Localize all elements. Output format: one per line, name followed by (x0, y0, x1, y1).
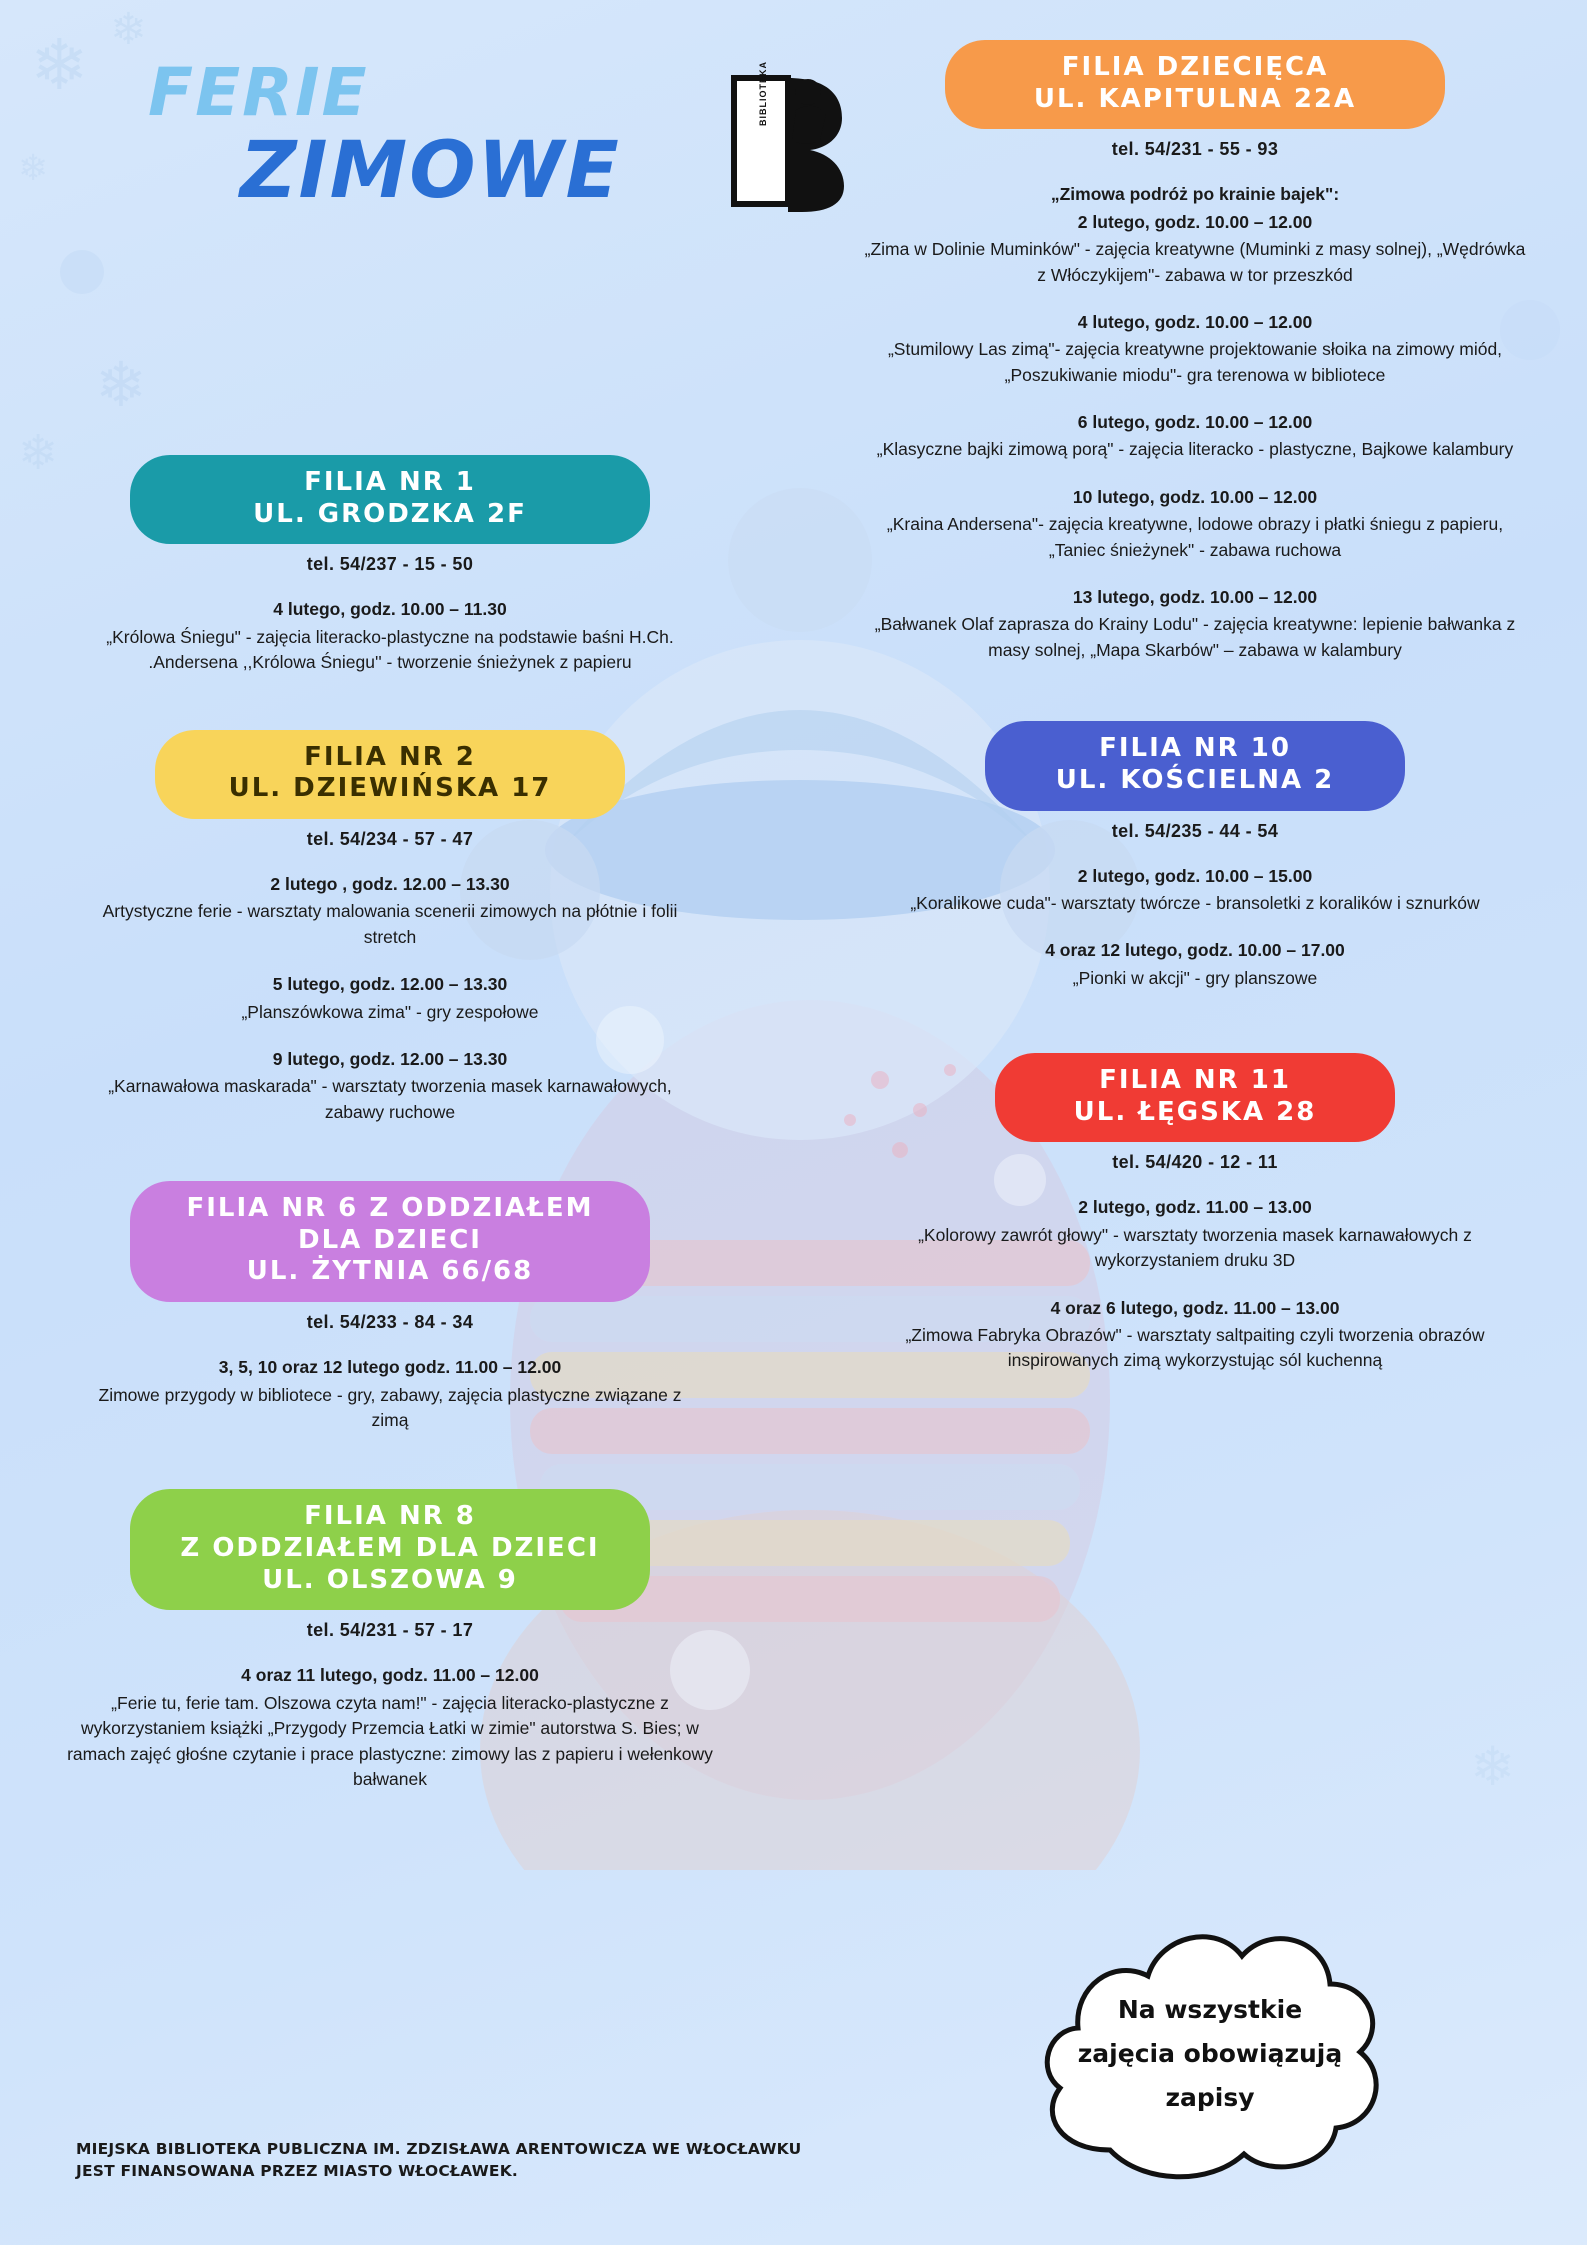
left-column (60, 455, 720, 1826)
note-line-3: zapisy (1165, 2082, 1255, 2112)
event-item (860, 1195, 1530, 1273)
event-description: „Klasyczne bajki zimową porą" - zajęcia literacko - plastyczne, Bajkowe kalambury (876, 439, 1514, 460)
branch-phone: tel. 54/234 - 57 - 47 (306, 829, 474, 849)
branch-header-filia-2 (155, 730, 625, 819)
branch-filia-11 (860, 1053, 1530, 1374)
event-description: „Karnawałowa maskarada" - warsztaty tworzenia masek karnawałowych, zabawy ruchowe (108, 1076, 672, 1122)
event-when: 2 lutego, godz. 11.00 – 13.00 (1078, 1197, 1312, 1218)
logo-caption: BIBLIOTEKA (758, 61, 768, 126)
branch-header-filia-10 (985, 721, 1405, 810)
event-description: „Ferie tu, ferie tam. Olszowa czyta nam!" - zajęcia literacko-plastyczne z wykorzystaniem książki „Przygody Przemcia Łatki w zimie" autorstwa S. Bies; w ramach zajęć głośne czytanie i prace plastyczne: zimowy las z papieru i wełenkowy bałwanek (67, 1692, 713, 1789)
branch-name-line: UL. DZIEWIŃSKA 17 (228, 773, 552, 804)
branch-name-line: DLA DZIECI (298, 1224, 482, 1255)
snowflake-icon: ❄ (18, 147, 49, 188)
event-item (90, 1355, 690, 1433)
branch-name-line: UL. GRODZKA 2F (253, 498, 527, 529)
branch-header-filia-11 (995, 1053, 1395, 1142)
event-item (90, 1047, 690, 1125)
event-item (90, 972, 690, 1025)
event-when: 10 lutego, godz. 10.00 – 12.00 (1072, 486, 1318, 507)
event-when: 5 lutego, godz. 12.00 – 13.30 (272, 974, 508, 995)
event-description: „Bałwanek Olaf zaprasza do Krainy Lodu" - zajęcia kreatywne: lepienie bałwanka z masy solnej, „Mapa Skarbów" – zabawa w kalambury (874, 614, 1516, 660)
snowflake-icon: ❄ (95, 351, 147, 420)
event-item (860, 585, 1530, 663)
branch-phone: tel. 54/237 - 15 - 50 (306, 554, 474, 575)
branch-name-line: UL. ŁĘGSKA 28 (1073, 1096, 1317, 1127)
branch-name-line: FILIA NR 6 Z ODDZIAŁEM (186, 1193, 594, 1223)
branch-name-line: FILIA NR 2 (304, 741, 476, 772)
event-description: „Koralikowe cuda"- warsztaty twórcze - bransoletki z koralików i sznurków (910, 892, 1480, 913)
branch-header-filia-1 (130, 455, 650, 544)
event-description: „Zima w Dolinie Muminków" - zajęcia kreatywne (Muminki z masy solnej), „Wędrówka z Włóczykijem"- zabawa w tor przeszkód (864, 239, 1526, 285)
event-item (860, 864, 1530, 917)
event-when: 2 lutego , godz. 12.00 – 13.30 (270, 874, 510, 894)
event-item (860, 938, 1530, 991)
note-line-1: Na wszystkie (1117, 1995, 1303, 2024)
event-description: „Planszówkowa zima" - gry zespołowe (241, 1001, 539, 1022)
event-when: 4 lutego, godz. 10.00 – 11.30 (273, 599, 507, 620)
branch-phone: tel. 54/420 - 12 - 11 (1112, 1152, 1278, 1173)
event-description: Zimowe przygody w bibliotece - gry, zabawy, zajęcia plastyczne związane z zimą (98, 1384, 682, 1430)
branch-phone: tel. 54/231 - 57 - 17 (306, 1620, 474, 1641)
branch-header-filia-dzieciecia (945, 40, 1445, 129)
branch-name-line: UL. ŻYTNIA 66/68 (246, 1256, 534, 1287)
page-title (148, 54, 708, 216)
title-line-ferie: FERIE (148, 54, 369, 131)
event-when: 2 lutego, godz. 10.00 – 12.00 (1077, 211, 1313, 232)
event-item (860, 1296, 1530, 1374)
branch-subtitle-wrap (860, 182, 1530, 288)
branch-filia-8 (60, 1489, 720, 1792)
event-item (860, 485, 1530, 563)
branch-header-filia-8 (130, 1489, 650, 1610)
snowflake-icon: ❄ (110, 5, 147, 54)
event-description: „Kolorowy zawrót głowy" - warsztaty tworzenia masek karnawałowych z wykorzystaniem druku 3D (918, 1224, 1472, 1271)
event-description: „Królowa Śniegu" - zajęcia literacko-plastyczne na podstawie baśni H.Ch. .Andersena ,,Królowa Śniegu'' - tworzenie śnieżynek z papieru (106, 626, 674, 673)
footer-line-2: JEST FINANSOWANA PRZEZ MIASTO WŁOCŁAWEK. (76, 2162, 519, 2181)
event-description: Artystyczne ferie - warsztaty malowania scenerii zimowych na płótnie i folii stretch (102, 901, 678, 947)
branch-phone: tel. 54/233 - 84 - 34 (306, 1312, 474, 1333)
event-description: „Pionki w akcji" - gry planszowe (1072, 967, 1318, 988)
event-when: 13 lutego, godz. 10.00 – 12.00 (1072, 586, 1318, 607)
branch-header-filia-6 (130, 1181, 650, 1302)
event-when: 4 oraz 6 lutego, godz. 11.00 – 13.00 (1050, 1297, 1340, 1318)
right-column (860, 40, 1530, 1408)
event-when: 4 lutego, godz. 10.00 – 12.00 (1077, 311, 1313, 332)
branch-filia-2 (60, 730, 720, 1125)
footer-line-1: MIEJSKA BIBLIOTEKA PUBLICZNA IM. ZDZISŁAWA ARENTOWICZA WE WŁOCŁAWKU (76, 2140, 802, 2158)
branch-phone: tel. 54/231 - 55 - 93 (1111, 139, 1279, 160)
event-description: „Kraina Andersena"- zajęcia kreatywne, lodowe obrazy i płatki śniegu z papieru, „Taniec śnieżynek" - zabawa ruchowa (886, 514, 1504, 560)
library-logo (716, 61, 856, 216)
branch-name-line: FILIA NR 8 (304, 1501, 476, 1532)
title-line-zimowe: ZIMOWE (240, 126, 621, 216)
event-description: „Zimowa Fabryka Obrazów" - warsztaty saltpaiting czyli tworzenia obrazów inspirowanych zimą wykorzystując sól kuchenną (905, 1324, 1485, 1371)
branch-phone: tel. 54/235 - 44 - 54 (1111, 820, 1279, 841)
branch-name-line: FILIA NR 1 (304, 467, 476, 497)
branch-filia-dzieciecia (860, 40, 1530, 663)
branch-name-line: UL. KOŚCIELNA 2 (1055, 764, 1335, 795)
event-item (860, 310, 1530, 388)
branch-name-line: UL. KAPITULNA 22A (1033, 83, 1357, 114)
event-description: „Stumilowy Las zimą"- zajęcia kreatywne projektowanie słoika na zimowy miód, „Poszukiwanie miodu"- gra terenowa w bibliotece (887, 339, 1503, 385)
branch-filia-6 (60, 1181, 720, 1433)
branch-name-line: FILIA NR 11 (1099, 1065, 1291, 1095)
event-when: 4 oraz 11 lutego, godz. 11.00 – 12.00 (241, 1665, 539, 1686)
branch-name-line: FILIA DZIECIĘCA (1061, 52, 1329, 82)
snowflake-icon: ❄ (18, 427, 59, 480)
event-when: 2 lutego, godz. 10.00 – 15.00 (1077, 865, 1313, 886)
event-when: 3, 5, 10 oraz 12 lutego godz. 11.00 – 12.00 (218, 1357, 562, 1378)
event-item (60, 1663, 720, 1792)
event-when: 6 lutego, godz. 10.00 – 12.00 (1077, 412, 1313, 433)
event-when: 4 oraz 12 lutego, godz. 10.00 – 17.00 (1045, 940, 1345, 961)
event-item (860, 410, 1530, 463)
note-line-2: zajęcia obowiązują (1077, 2038, 1343, 2068)
event-item (90, 872, 690, 950)
snowflake-icon: ❄ (30, 26, 89, 104)
registration-note (1030, 1900, 1390, 2190)
registration-note-text (1030, 1988, 1390, 2119)
branch-name-line: Z ODDZIAŁEM DLA DZIECI (180, 1533, 600, 1563)
branch-filia-1 (60, 455, 720, 676)
snowflake-icon: ❄ (1470, 1737, 1516, 1797)
branch-name-line: UL. OLSZOWA 9 (262, 1564, 518, 1595)
branch-filia-10 (860, 721, 1530, 991)
branch-subtitle: „Zimowa podróż po krainie bajek": (1050, 184, 1340, 205)
event-when: 9 lutego, godz. 12.00 – 13.30 (272, 1048, 508, 1069)
footer (76, 2138, 1036, 2183)
event-item (90, 597, 690, 675)
branch-name-line: FILIA NR 10 (1099, 733, 1291, 764)
